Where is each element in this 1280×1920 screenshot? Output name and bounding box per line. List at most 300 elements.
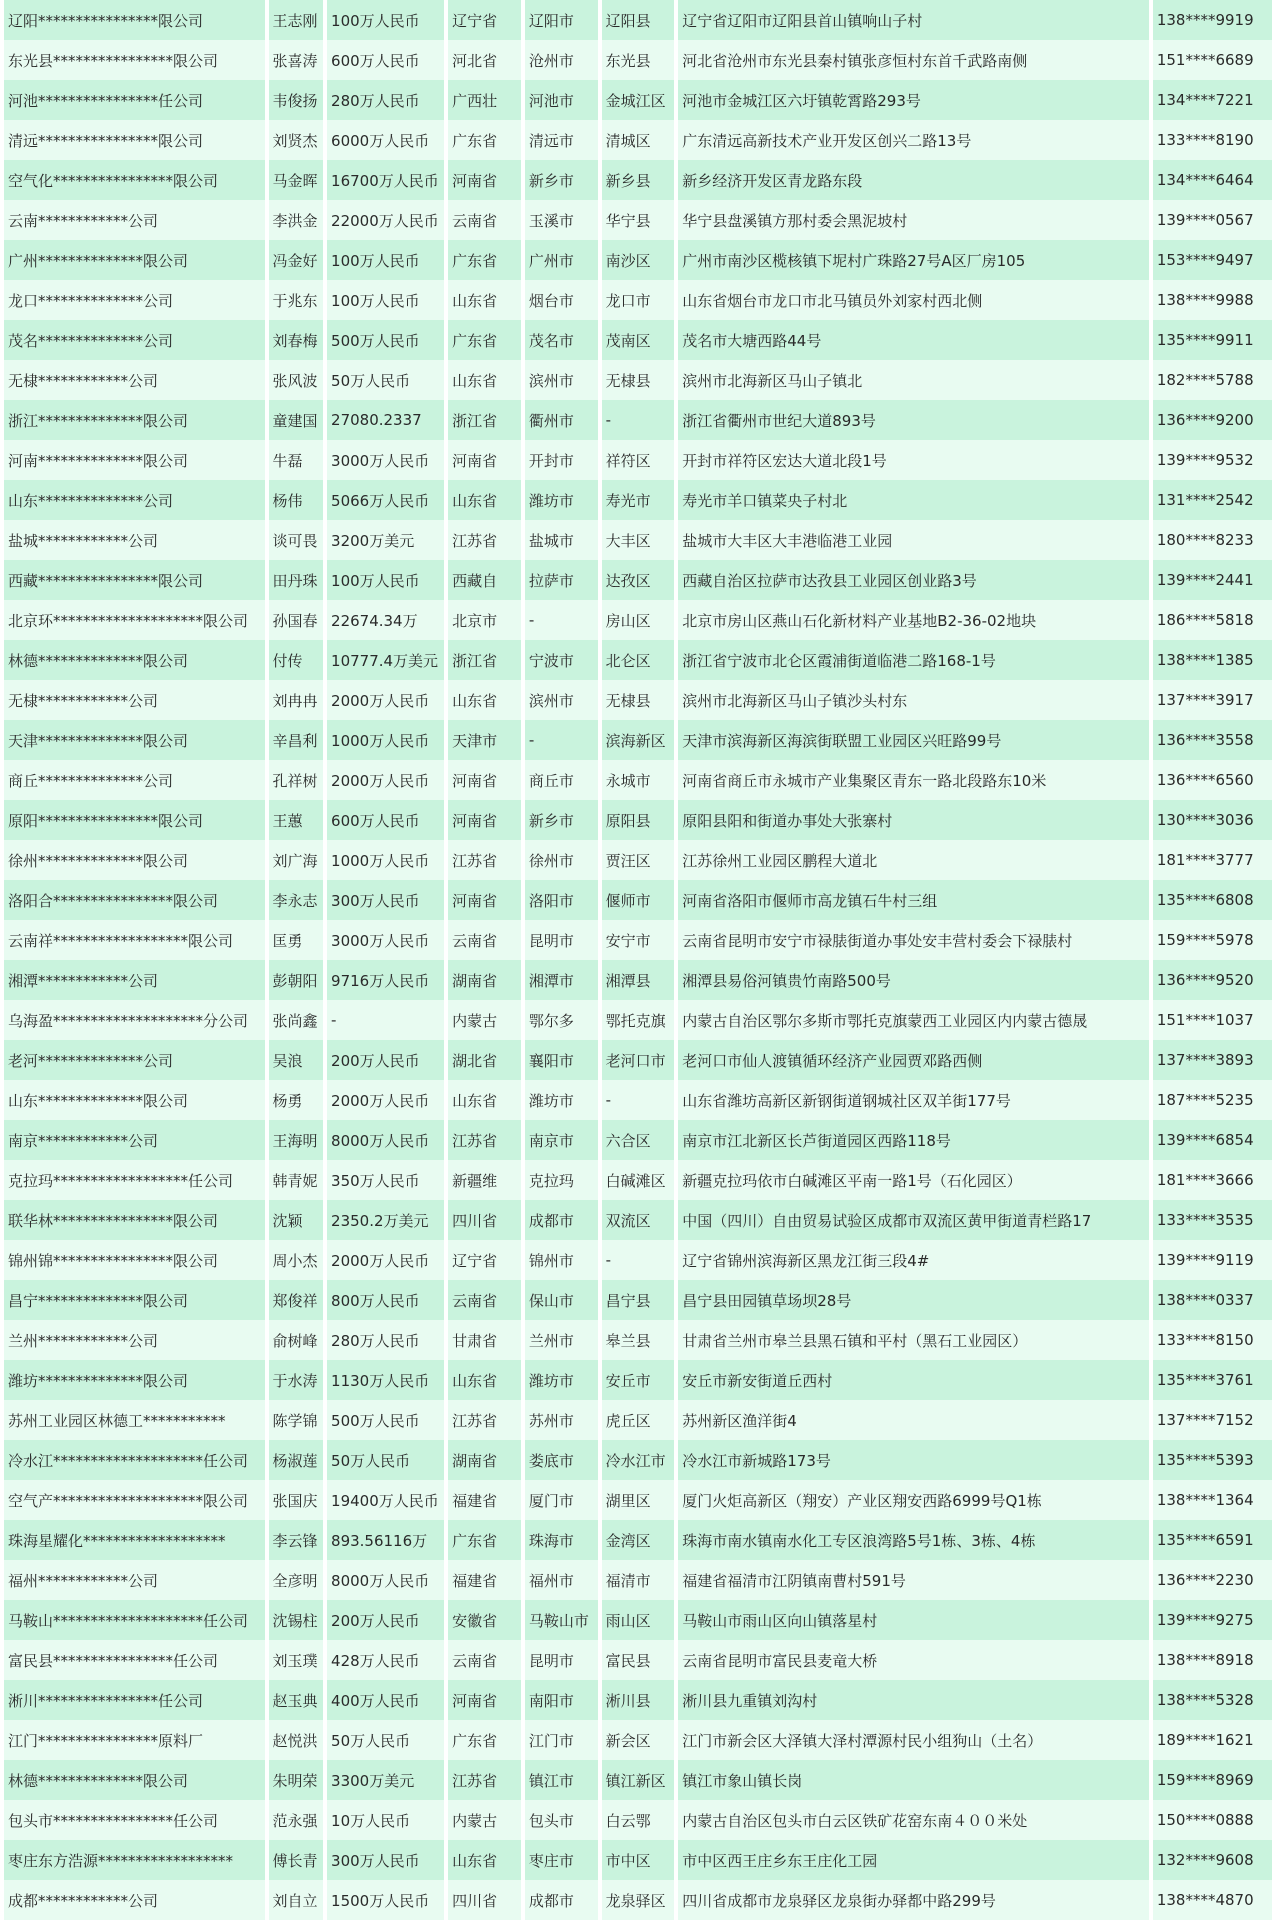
district-cell: 大丰区: [602, 520, 675, 560]
registered-capital-cell: 3000万人民币: [327, 440, 444, 480]
address-cell: 云南省昆明市富民县麦竜大桥: [678, 1640, 1149, 1680]
registered-capital-cell: 350万人民币: [327, 1160, 444, 1200]
city-cell: 湘潭市: [525, 960, 598, 1000]
legal-person-cell: 童建国: [269, 400, 324, 440]
registered-capital-cell: 600万人民币: [327, 800, 444, 840]
company-name-cell: 包头市****************任公司: [4, 1800, 265, 1840]
registered-capital-cell: 428万人民币: [327, 1640, 444, 1680]
company-name-cell: 潍坊**************限公司: [4, 1360, 265, 1400]
city-cell: 包头市: [525, 1800, 598, 1840]
province-cell: 甘肃省: [448, 1320, 521, 1360]
registered-capital-cell: 8000万人民币: [327, 1560, 444, 1600]
table-row: [4, 280, 1272, 320]
city-cell: -: [525, 600, 598, 640]
phone-cell: 136****9520: [1153, 960, 1272, 1000]
table-row: [4, 560, 1272, 600]
city-cell: 盐城市: [525, 520, 598, 560]
city-cell: 江门市: [525, 1720, 598, 1760]
company-name-cell: 马鞍山********************任公司: [4, 1600, 265, 1640]
city-cell: 南京市: [525, 1120, 598, 1160]
table-row: [4, 1040, 1272, 1080]
table-row: [4, 1720, 1272, 1760]
city-cell: 辽阳市: [525, 0, 598, 40]
city-cell: 茂名市: [525, 320, 598, 360]
phone-cell: 135****9911: [1153, 320, 1272, 360]
phone-cell: 189****1621: [1153, 1720, 1272, 1760]
registered-capital-cell: 100万人民币: [327, 0, 444, 40]
address-cell: 浙江省宁波市北仑区霞浦街道临港二路168-1号: [678, 640, 1149, 680]
registered-capital-cell: 2000万人民币: [327, 1240, 444, 1280]
province-cell: 河南省: [448, 880, 521, 920]
phone-cell: 137****3917: [1153, 680, 1272, 720]
table-row: [4, 680, 1272, 720]
registered-capital-cell: 50万人民币: [327, 360, 444, 400]
table-body: [4, 0, 1272, 1920]
province-cell: 广东省: [448, 320, 521, 360]
district-cell: 祥符区: [602, 440, 675, 480]
city-cell: 河池市: [525, 80, 598, 120]
phone-cell: 134****6464: [1153, 160, 1272, 200]
table-row: [4, 1240, 1272, 1280]
company-name-cell: 珠海星耀化*******************: [4, 1520, 265, 1560]
district-cell: 六合区: [602, 1120, 675, 1160]
province-cell: 广东省: [448, 120, 521, 160]
table-row: [4, 80, 1272, 120]
phone-cell: 181****3777: [1153, 840, 1272, 880]
address-cell: 开封市祥符区宏达大道北段1号: [678, 440, 1149, 480]
legal-person-cell: 杨伟: [269, 480, 324, 520]
legal-person-cell: 张国庆: [269, 1480, 324, 1520]
legal-person-cell: 匡勇: [269, 920, 324, 960]
address-cell: 昌宁县田园镇草场坝28号: [678, 1280, 1149, 1320]
phone-cell: 138****8918: [1153, 1640, 1272, 1680]
province-cell: 安徽省: [448, 1600, 521, 1640]
legal-person-cell: 李永志: [269, 880, 324, 920]
table-row: [4, 1160, 1272, 1200]
company-name-cell: 江门****************原料厂: [4, 1720, 265, 1760]
company-name-cell: 龙口**************公司: [4, 280, 265, 320]
company-name-cell: 原阳****************限公司: [4, 800, 265, 840]
address-cell: 淅川县九重镇刘沟村: [678, 1680, 1149, 1720]
company-name-cell: 锦州锦****************限公司: [4, 1240, 265, 1280]
district-cell: 冷水江市: [602, 1440, 675, 1480]
address-cell: 辽宁省锦州滨海新区黑龙江街三段4#: [678, 1240, 1149, 1280]
company-name-cell: 商丘**************公司: [4, 760, 265, 800]
address-cell: 苏州新区渔洋街4: [678, 1400, 1149, 1440]
legal-person-cell: 杨淑莲: [269, 1440, 324, 1480]
province-cell: 山东省: [448, 360, 521, 400]
registered-capital-cell: 5066万人民币: [327, 480, 444, 520]
phone-cell: 136****2230: [1153, 1560, 1272, 1600]
registered-capital-cell: 22000万人民币: [327, 200, 444, 240]
legal-person-cell: 刘贤杰: [269, 120, 324, 160]
address-cell: 老河口市仙人渡镇循环经济产业园贾邓路西侧: [678, 1040, 1149, 1080]
company-name-cell: 洛阳合****************限公司: [4, 880, 265, 920]
table-row: [4, 480, 1272, 520]
province-cell: 广东省: [448, 1720, 521, 1760]
city-cell: 新乡市: [525, 800, 598, 840]
address-cell: 新疆克拉玛依市白碱滩区平南一路1号（石化园区）: [678, 1160, 1149, 1200]
province-cell: 福建省: [448, 1480, 521, 1520]
address-cell: 华宁县盘溪镇方那村委会黑泥坡村: [678, 200, 1149, 240]
province-cell: 江苏省: [448, 520, 521, 560]
registered-capital-cell: 500万人民币: [327, 1400, 444, 1440]
district-cell: 皋兰县: [602, 1320, 675, 1360]
registered-capital-cell: 1130万人民币: [327, 1360, 444, 1400]
phone-cell: 137****3893: [1153, 1040, 1272, 1080]
district-cell: 辽阳县: [602, 0, 675, 40]
registered-capital-cell: 2000万人民币: [327, 680, 444, 720]
city-cell: 拉萨市: [525, 560, 598, 600]
company-name-cell: 林德**************限公司: [4, 1760, 265, 1800]
address-cell: 南京市江北新区长芦街道园区西路118号: [678, 1120, 1149, 1160]
legal-person-cell: 陈学锦: [269, 1400, 324, 1440]
table-row: [4, 960, 1272, 1000]
company-name-cell: 湘潭************公司: [4, 960, 265, 1000]
legal-person-cell: 俞树峰: [269, 1320, 324, 1360]
district-cell: 福清市: [602, 1560, 675, 1600]
table-row: [4, 1840, 1272, 1880]
address-cell: 广州市南沙区榄核镇下坭村广珠路27号A区厂房105: [678, 240, 1149, 280]
phone-cell: 186****5818: [1153, 600, 1272, 640]
province-cell: 云南省: [448, 200, 521, 240]
phone-cell: 138****0337: [1153, 1280, 1272, 1320]
address-cell: 辽宁省辽阳市辽阳县首山镇响山子村: [678, 0, 1149, 40]
district-cell: 白碱滩区: [602, 1160, 675, 1200]
company-name-cell: 河南**************限公司: [4, 440, 265, 480]
province-cell: 河南省: [448, 160, 521, 200]
province-cell: 福建省: [448, 1560, 521, 1600]
legal-person-cell: 范永强: [269, 1800, 324, 1840]
province-cell: 山东省: [448, 480, 521, 520]
phone-cell: 133****3535: [1153, 1200, 1272, 1240]
city-cell: 厦门市: [525, 1480, 598, 1520]
registered-capital-cell: 2350.2万美元: [327, 1200, 444, 1240]
address-cell: 新乡经济开发区青龙路东段: [678, 160, 1149, 200]
registered-capital-cell: 100万人民币: [327, 280, 444, 320]
city-cell: 烟台市: [525, 280, 598, 320]
legal-person-cell: 吴浪: [269, 1040, 324, 1080]
phone-cell: 133****8190: [1153, 120, 1272, 160]
province-cell: 内蒙古: [448, 1000, 521, 1040]
company-name-cell: 徐州**************限公司: [4, 840, 265, 880]
city-cell: 成都市: [525, 1880, 598, 1920]
table-row: [4, 1080, 1272, 1120]
registered-capital-cell: 100万人民币: [327, 560, 444, 600]
address-cell: 江门市新会区大泽镇大泽村潭源村民小组狗山（土名）: [678, 1720, 1149, 1760]
district-cell: 新乡县: [602, 160, 675, 200]
registered-capital-cell: 16700万人民币: [327, 160, 444, 200]
phone-cell: 139****6854: [1153, 1120, 1272, 1160]
address-cell: 北京市房山区燕山石化新材料产业基地B2-36-02地块: [678, 600, 1149, 640]
phone-cell: 131****2542: [1153, 480, 1272, 520]
legal-person-cell: 张风波: [269, 360, 324, 400]
province-cell: 河南省: [448, 760, 521, 800]
province-cell: 云南省: [448, 920, 521, 960]
province-cell: 辽宁省: [448, 0, 521, 40]
company-name-cell: 盐城************公司: [4, 520, 265, 560]
district-cell: 白云鄂: [602, 1800, 675, 1840]
city-cell: 福州市: [525, 1560, 598, 1600]
company-name-cell: 成都************公司: [4, 1880, 265, 1920]
city-cell: 开封市: [525, 440, 598, 480]
province-cell: 浙江省: [448, 640, 521, 680]
legal-person-cell: 付传: [269, 640, 324, 680]
registered-capital-cell: 50万人民币: [327, 1440, 444, 1480]
phone-cell: 134****7221: [1153, 80, 1272, 120]
district-cell: 鄂托克旗: [602, 1000, 675, 1040]
district-cell: 安丘市: [602, 1360, 675, 1400]
legal-person-cell: 孔祥树: [269, 760, 324, 800]
registered-capital-cell: 600万人民币: [327, 40, 444, 80]
phone-cell: 139****9119: [1153, 1240, 1272, 1280]
registered-capital-cell: 200万人民币: [327, 1040, 444, 1080]
company-name-cell: 云南祥******************限公司: [4, 920, 265, 960]
district-cell: 雨山区: [602, 1600, 675, 1640]
registered-capital-cell: 2000万人民币: [327, 760, 444, 800]
table-row: [4, 920, 1272, 960]
company-name-cell: 北京环********************限公司: [4, 600, 265, 640]
table-row: [4, 1600, 1272, 1640]
city-cell: 南阳市: [525, 1680, 598, 1720]
legal-person-cell: 傅长青: [269, 1840, 324, 1880]
legal-person-cell: 田丹珠: [269, 560, 324, 600]
legal-person-cell: 于兆东: [269, 280, 324, 320]
province-cell: 山东省: [448, 1360, 521, 1400]
address-cell: 中国（四川）自由贸易试验区成都市双流区黄甲街道青栏路17: [678, 1200, 1149, 1240]
city-cell: 苏州市: [525, 1400, 598, 1440]
province-cell: 山东省: [448, 1840, 521, 1880]
registered-capital-cell: 1500万人民币: [327, 1880, 444, 1920]
district-cell: 东光县: [602, 40, 675, 80]
company-name-cell: 苏州工业园区林德工***********: [4, 1400, 265, 1440]
district-cell: 新会区: [602, 1720, 675, 1760]
registered-capital-cell: -: [327, 1000, 444, 1040]
city-cell: 兰州市: [525, 1320, 598, 1360]
phone-cell: 136****9200: [1153, 400, 1272, 440]
table-row: [4, 800, 1272, 840]
address-cell: 山东省潍坊高新区新钢街道钢城社区双羊街177号: [678, 1080, 1149, 1120]
company-name-cell: 云南************公司: [4, 200, 265, 240]
phone-cell: 151****6689: [1153, 40, 1272, 80]
district-cell: 原阳县: [602, 800, 675, 840]
registered-capital-cell: 800万人民币: [327, 1280, 444, 1320]
legal-person-cell: 王志刚: [269, 0, 324, 40]
district-cell: 市中区: [602, 1840, 675, 1880]
city-cell: 商丘市: [525, 760, 598, 800]
legal-person-cell: 王蕙: [269, 800, 324, 840]
table-row: [4, 40, 1272, 80]
legal-person-cell: 于水涛: [269, 1360, 324, 1400]
address-cell: 湘潭县易俗河镇贵竹南路500号: [678, 960, 1149, 1000]
address-cell: 安丘市新安街道丘西村: [678, 1360, 1149, 1400]
city-cell: 徐州市: [525, 840, 598, 880]
city-cell: 玉溪市: [525, 200, 598, 240]
city-cell: 沧州市: [525, 40, 598, 80]
province-cell: 江苏省: [448, 1400, 521, 1440]
address-cell: 江苏徐州工业园区鹏程大道北: [678, 840, 1149, 880]
company-name-cell: 山东**************公司: [4, 480, 265, 520]
city-cell: -: [525, 720, 598, 760]
table-row: [4, 200, 1272, 240]
address-cell: 镇江市象山镇长岗: [678, 1760, 1149, 1800]
company-name-cell: 无棣************公司: [4, 680, 265, 720]
table-row: [4, 1440, 1272, 1480]
legal-person-cell: 马金晖: [269, 160, 324, 200]
company-name-cell: 河池****************任公司: [4, 80, 265, 120]
phone-cell: 151****1037: [1153, 1000, 1272, 1040]
registered-capital-cell: 500万人民币: [327, 320, 444, 360]
company-name-cell: 冷水江********************任公司: [4, 1440, 265, 1480]
district-cell: 昌宁县: [602, 1280, 675, 1320]
company-name-cell: 茂名**************公司: [4, 320, 265, 360]
address-cell: 市中区西王庄乡东王庄化工园: [678, 1840, 1149, 1880]
table-row: [4, 840, 1272, 880]
city-cell: 潍坊市: [525, 480, 598, 520]
company-name-cell: 空气化****************限公司: [4, 160, 265, 200]
phone-cell: 138****1364: [1153, 1480, 1272, 1520]
district-cell: 老河口市: [602, 1040, 675, 1080]
address-cell: 西藏自治区拉萨市达孜县工业园区创业路3号: [678, 560, 1149, 600]
legal-person-cell: 刘玉璞: [269, 1640, 324, 1680]
province-cell: 天津市: [448, 720, 521, 760]
city-cell: 保山市: [525, 1280, 598, 1320]
district-cell: 无棣县: [602, 360, 675, 400]
province-cell: 广东省: [448, 240, 521, 280]
phone-cell: 138****9988: [1153, 280, 1272, 320]
registered-capital-cell: 280万人民币: [327, 80, 444, 120]
company-name-cell: 联华林****************限公司: [4, 1200, 265, 1240]
province-cell: 广东省: [448, 1520, 521, 1560]
address-cell: 河南省洛阳市偃师市高龙镇石牛村三组: [678, 880, 1149, 920]
registered-capital-cell: 6000万人民币: [327, 120, 444, 160]
city-cell: 洛阳市: [525, 880, 598, 920]
table-row: [4, 160, 1272, 200]
city-cell: 潍坊市: [525, 1080, 598, 1120]
phone-cell: 150****0888: [1153, 1800, 1272, 1840]
company-name-cell: 无棣************公司: [4, 360, 265, 400]
district-cell: 房山区: [602, 600, 675, 640]
province-cell: 新疆维: [448, 1160, 521, 1200]
phone-cell: 159****8969: [1153, 1760, 1272, 1800]
address-cell: 山东省烟台市龙口市北马镇员外刘家村西北侧: [678, 280, 1149, 320]
province-cell: 江苏省: [448, 1120, 521, 1160]
company-name-cell: 昌宁**************限公司: [4, 1280, 265, 1320]
province-cell: 湖南省: [448, 1440, 521, 1480]
district-cell: 滨海新区: [602, 720, 675, 760]
province-cell: 广西壮: [448, 80, 521, 120]
table-row: [4, 0, 1272, 40]
phone-cell: 136****3558: [1153, 720, 1272, 760]
city-cell: 锦州市: [525, 1240, 598, 1280]
legal-person-cell: 辛昌利: [269, 720, 324, 760]
registered-capital-cell: 22674.34万: [327, 600, 444, 640]
phone-cell: 135****6808: [1153, 880, 1272, 920]
table-row: [4, 520, 1272, 560]
table-row: [4, 1520, 1272, 1560]
phone-cell: 139****2441: [1153, 560, 1272, 600]
city-cell: 鄂尔多: [525, 1000, 598, 1040]
registered-capital-cell: 27080.2337: [327, 400, 444, 440]
legal-person-cell: 刘春梅: [269, 320, 324, 360]
address-cell: 滨州市北海新区马山子镇沙头村东: [678, 680, 1149, 720]
district-cell: 湘潭县: [602, 960, 675, 1000]
address-cell: 河北省沧州市东光县秦村镇张彦恒村东首千武路南侧: [678, 40, 1149, 80]
legal-person-cell: 张尚鑫: [269, 1000, 324, 1040]
table-row: [4, 1120, 1272, 1160]
registered-capital-cell: 10万人民币: [327, 1800, 444, 1840]
company-name-cell: 辽阳****************限公司: [4, 0, 265, 40]
address-cell: 盐城市大丰区大丰港临港工业园: [678, 520, 1149, 560]
table-row: [4, 320, 1272, 360]
district-cell: -: [602, 400, 675, 440]
table-row: [4, 1400, 1272, 1440]
address-cell: 河南省商丘市永城市产业集聚区青东一路北段路东10米: [678, 760, 1149, 800]
address-cell: 内蒙古自治区鄂尔多斯市鄂托克旗蒙西工业园区内内蒙古德晟: [678, 1000, 1149, 1040]
legal-person-cell: 杨勇: [269, 1080, 324, 1120]
province-cell: 四川省: [448, 1880, 521, 1920]
legal-person-cell: 韩青妮: [269, 1160, 324, 1200]
company-name-cell: 天津**************限公司: [4, 720, 265, 760]
address-cell: 广东清远高新技术产业开发区创兴二路13号: [678, 120, 1149, 160]
legal-person-cell: 赵玉典: [269, 1680, 324, 1720]
registered-capital-cell: 1000万人民币: [327, 840, 444, 880]
address-cell: 珠海市南水镇南水化工专区浪湾路5号1栋、3栋、4栋: [678, 1520, 1149, 1560]
city-cell: 镇江市: [525, 1760, 598, 1800]
district-cell: 南沙区: [602, 240, 675, 280]
registered-capital-cell: 10777.4万美元: [327, 640, 444, 680]
address-cell: 福建省福清市江阴镇南曹村591号: [678, 1560, 1149, 1600]
table-row: [4, 360, 1272, 400]
district-cell: 北仑区: [602, 640, 675, 680]
phone-cell: 137****7152: [1153, 1400, 1272, 1440]
district-cell: 华宁县: [602, 200, 675, 240]
table-row: [4, 720, 1272, 760]
registered-capital-cell: 3300万美元: [327, 1760, 444, 1800]
city-cell: 滨州市: [525, 680, 598, 720]
company-name-cell: 清远****************限公司: [4, 120, 265, 160]
registered-capital-cell: 50万人民币: [327, 1720, 444, 1760]
province-cell: 江苏省: [448, 840, 521, 880]
legal-person-cell: 李云锋: [269, 1520, 324, 1560]
province-cell: 浙江省: [448, 400, 521, 440]
table-row: [4, 1360, 1272, 1400]
province-cell: 西藏自: [448, 560, 521, 600]
table-row: [4, 1560, 1272, 1600]
city-cell: 潍坊市: [525, 1360, 598, 1400]
city-cell: 马鞍山市: [525, 1600, 598, 1640]
legal-person-cell: 刘自立: [269, 1880, 324, 1920]
district-cell: -: [602, 1240, 675, 1280]
table-row: [4, 1760, 1272, 1800]
phone-cell: 133****8150: [1153, 1320, 1272, 1360]
registered-capital-cell: 1000万人民币: [327, 720, 444, 760]
district-cell: 湖里区: [602, 1480, 675, 1520]
company-name-cell: 林德**************限公司: [4, 640, 265, 680]
district-cell: 富民县: [602, 1640, 675, 1680]
company-name-cell: 枣庄东方浩源******************: [4, 1840, 265, 1880]
registered-capital-cell: 300万人民币: [327, 1840, 444, 1880]
legal-person-cell: 沈颖: [269, 1200, 324, 1240]
city-cell: 宁波市: [525, 640, 598, 680]
registered-capital-cell: 300万人民币: [327, 880, 444, 920]
province-cell: 山东省: [448, 280, 521, 320]
province-cell: 江苏省: [448, 1760, 521, 1800]
phone-cell: 180****8233: [1153, 520, 1272, 560]
district-cell: 金城江区: [602, 80, 675, 120]
legal-person-cell: 牛磊: [269, 440, 324, 480]
district-cell: 虎丘区: [602, 1400, 675, 1440]
